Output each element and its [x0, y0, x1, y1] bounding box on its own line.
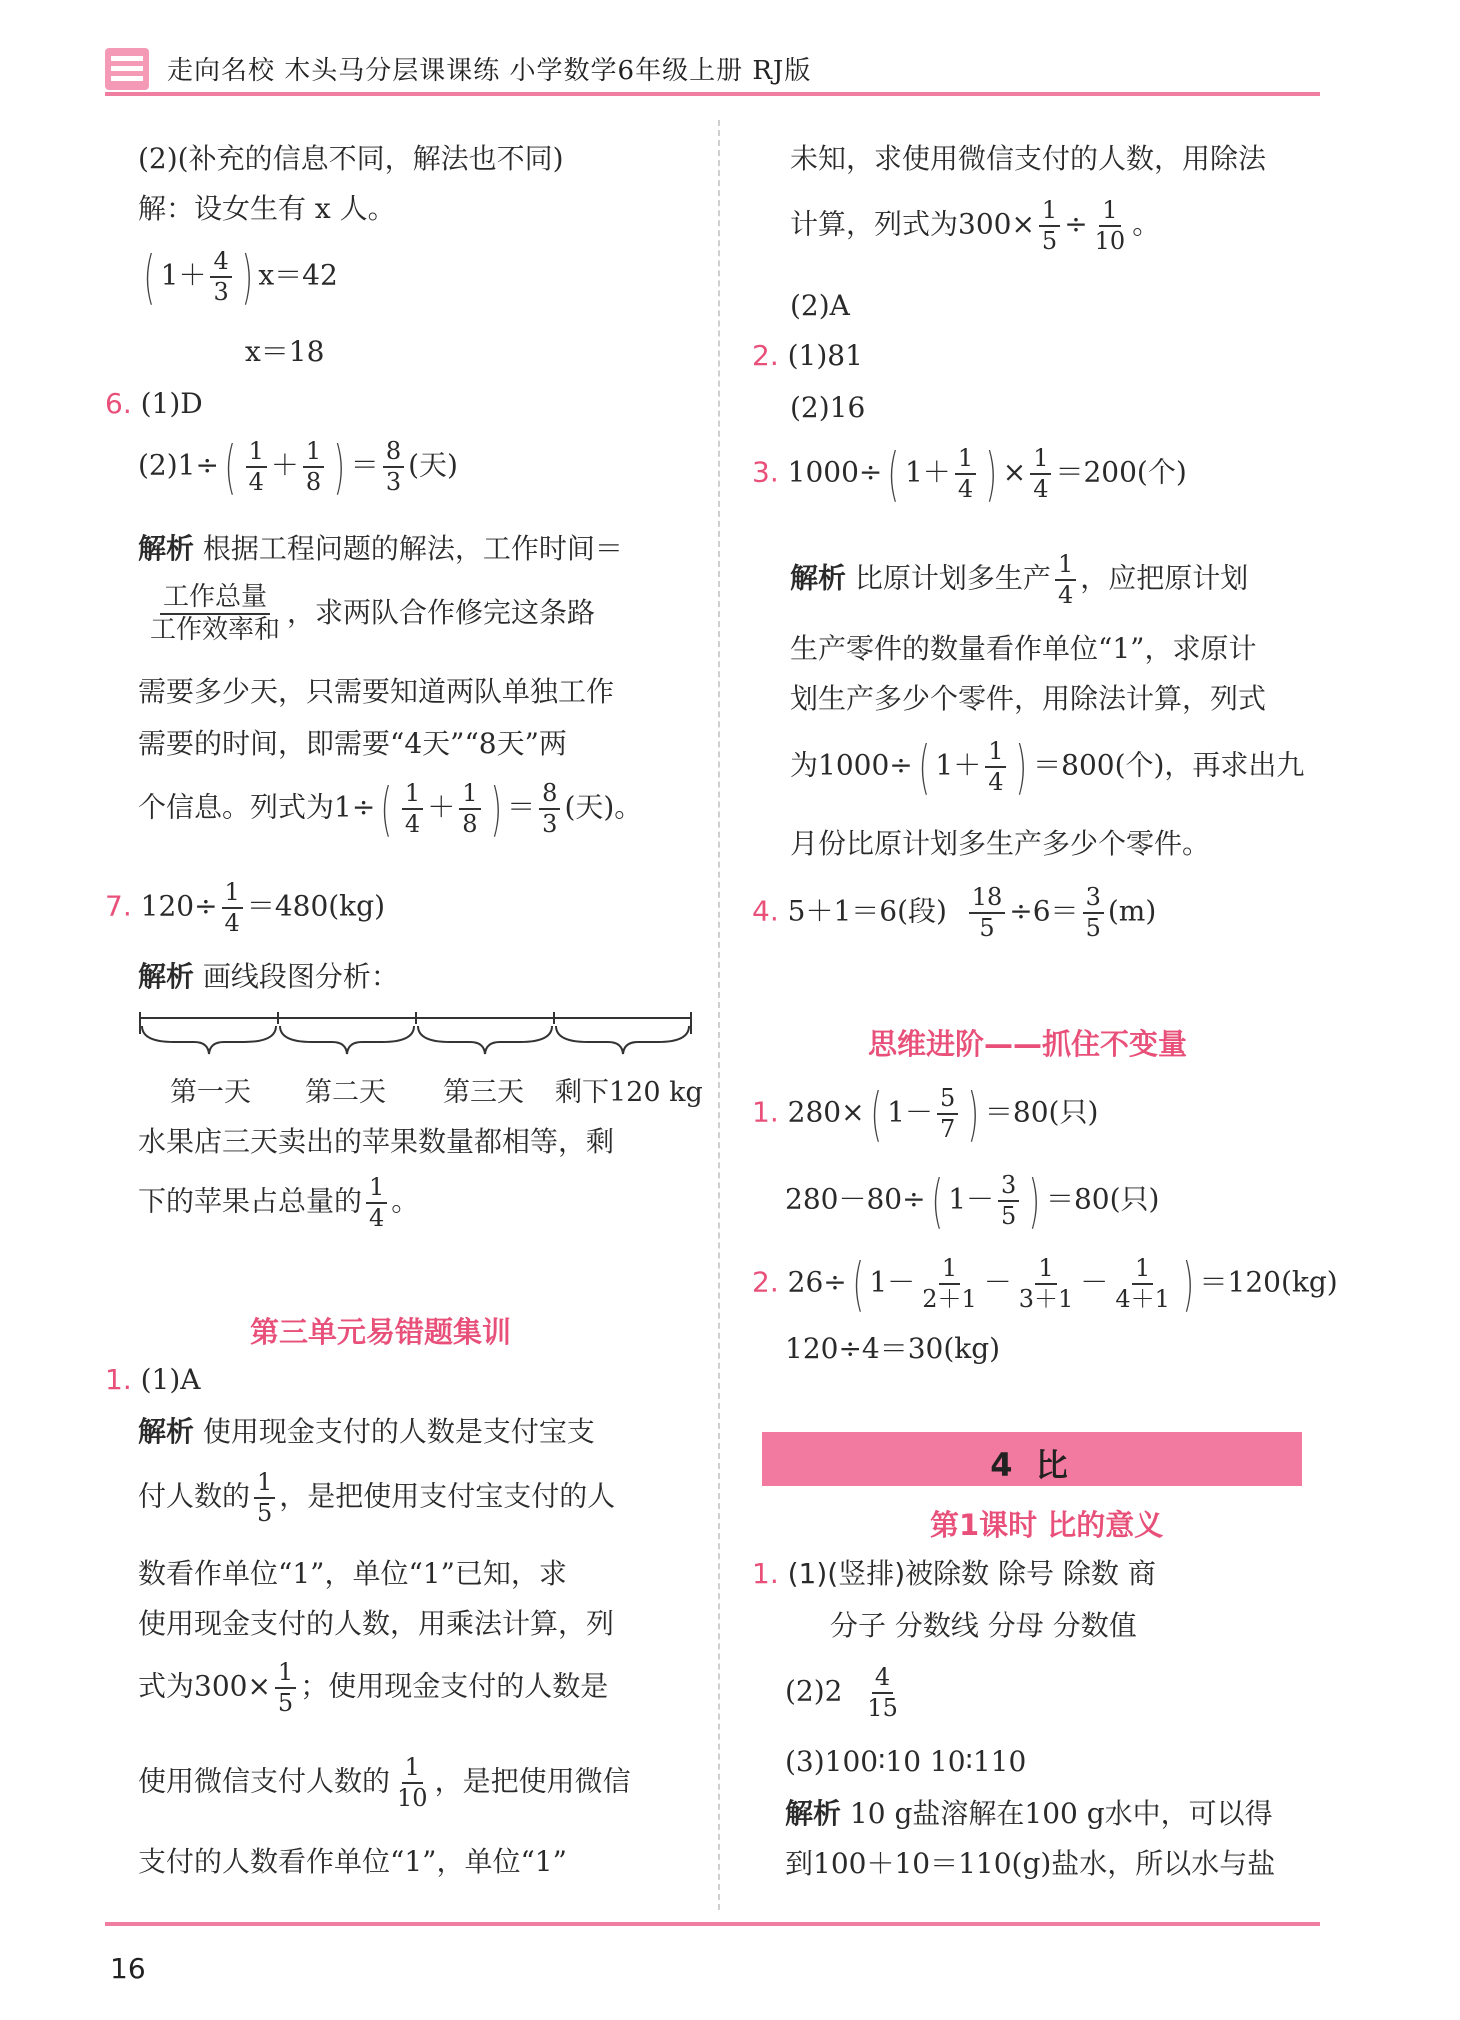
q3-line: 3. 1000÷( 1＋ $\frac{1}{4}$ ) × $\frac{1}{4}$ ＝200(个): [752, 440, 1187, 508]
s3q1-analysis-line-3: 数看作单位“1”，单位“1”已知，求: [138, 1557, 567, 1590]
column-divider: [718, 120, 720, 1910]
question-number: 1.: [752, 1557, 779, 1590]
l1-analysis-line-2: 到100＋10＝110(g)盐水，所以水与盐: [785, 1847, 1276, 1880]
q6-analysis-line-2: $\frac{\text{工作总量}}{\text{工作效率和}}$ ，求两队合作修完这条路: [150, 582, 596, 646]
chapter-title: 4 比: [990, 1446, 1074, 1484]
footer-rule: [105, 1922, 1320, 1926]
q4-line: 4. 5＋1＝6(段) $\frac{18}{5}$ ÷6＝ $\frac{3}{5}$ (m): [752, 883, 1157, 943]
l1-3-line: (3)100∶10 10∶110: [785, 1745, 1027, 1778]
question-number: 2.: [752, 339, 779, 372]
segment-label-remaining: 剩下120 kg: [555, 1077, 703, 1108]
question-number: 7.: [105, 889, 132, 923]
q5-2-note: (2)(补充的信息不同，解法也不同): [138, 142, 564, 175]
lesson-title: 第1课时 比的意义: [930, 1508, 1164, 1542]
q6-analysis-line-1: 解析 根据工程问题的解法，工作时间＝: [138, 532, 623, 565]
header-title: 走向名校 木头马分层课课练 小学数学6年级上册 RJ版: [167, 56, 812, 86]
q5-2-setup: 解：设女生有 x 人。: [138, 192, 396, 225]
q5-2-equation-2: x＝18: [245, 335, 325, 368]
l1-line-2: 分子 分数线 分母 分数值: [830, 1609, 1137, 1642]
l1-analysis-line-1: 解析 10 g盐溶解在100 g水中，可以得: [785, 1797, 1273, 1830]
q6-analysis-line-3: 需要多少天，只需要知道两队单独工作: [138, 675, 615, 708]
q7-analysis-line-2: 水果店三天卖出的苹果数量都相等，剩: [138, 1125, 615, 1158]
book-icon: [105, 48, 149, 90]
t2b-line: 120÷4＝30(kg): [785, 1332, 1001, 1365]
question-number: 1.: [752, 1095, 779, 1129]
s3q1-line: 1. (1)A: [105, 1363, 201, 1396]
l1-line-1: 1. (1)(竖排)被除数 除号 除数 商: [752, 1557, 1156, 1590]
q3-analysis-line-3: 划生产多少个零件，用除法计算，列式: [790, 682, 1267, 715]
s3q1-analysis-line-2: 付人数的 $\frac{1}{5}$ ，是把使用支付宝支付的人: [138, 1468, 616, 1528]
q2-line-1: 2. (1)81: [752, 339, 863, 372]
question-number: 2.: [752, 1265, 779, 1299]
s3q1-analysis-line-7: 支付的人数看作单位“1”，单位“1”: [138, 1845, 567, 1878]
segment-label-day1: 第一天: [170, 1077, 251, 1108]
segment-label-day3: 第三天: [443, 1077, 524, 1108]
page-number: 16: [110, 1952, 146, 1985]
question-number: 4.: [752, 894, 779, 928]
s3q1-analysis-line-5: 式为300× $\frac{1}{5}$ ；使用现金支付的人数是: [138, 1658, 609, 1718]
question-number: 3.: [752, 455, 779, 489]
q6-analysis-line-4: 需要的时间，即需要“4天”“8天”两: [138, 727, 567, 760]
q3-analysis-line-1: 解析 比原计划多生产 $\frac{1}{4}$ ，应把原计划: [790, 550, 1249, 610]
q6-line-1: 6. (1)D: [105, 387, 203, 420]
q6-analysis-line-5: 个信息。列式为1÷( $\frac{1}{4}$ ＋ $\frac{1}{8}$ ) ＝ $\frac{8}{3}$ (天)。: [138, 775, 643, 843]
section-title-unit3: 第三单元易错题集训: [250, 1315, 512, 1349]
s3q1-analysis-line-4: 使用现金支付的人数，用乘法计算，列: [138, 1607, 615, 1640]
right-line-1: 未知，求使用微信支付的人数，用除法: [790, 142, 1267, 175]
page-header: [105, 48, 1320, 93]
q3-analysis-line-5: 月份比原计划多生产多少个零件。: [790, 827, 1211, 860]
chapter-banner: [762, 1432, 1302, 1486]
line-segment-diagram: [138, 1012, 693, 1062]
question-number: 6.: [105, 387, 132, 420]
s3q1-analysis-line-6: 使用微信支付人数的 $\frac{1}{10}$ ，是把使用微信: [138, 1753, 631, 1813]
s3q1-analysis-line-1: 解析 使用现金支付的人数是支付宝支: [138, 1415, 595, 1448]
segment-label-day2: 第二天: [305, 1077, 386, 1108]
question-number: 1.: [105, 1363, 132, 1396]
right-line-2: 计算，列式为300× $\frac{1}{5}$ ÷ $\frac{1}{10}$ 。: [790, 196, 1161, 256]
q6-line-2: (2)1÷( $\frac{1}{4}$ ＋ $\frac{1}{8}$ ) ＝ $\frac{8}{3}$ (天): [138, 433, 458, 501]
q7-analysis-line-3: 下的苹果占总量的 $\frac{1}{4}$ 。: [138, 1173, 420, 1233]
q2-line-2: (2)16: [790, 391, 866, 424]
q7-line: 7. 120÷ $\frac{1}{4}$ ＝480(kg): [105, 878, 385, 938]
q3-analysis-line-4: 为1000÷( 1＋ $\frac{1}{4}$ ) ＝800(个)，再求出九: [790, 733, 1305, 801]
section-title-thinking: 思维进阶——抓住不变量: [868, 1027, 1188, 1061]
t2-line: 2. 26÷( 1－ $\frac{1}{2+1}$ － $\frac{1}{3+1}$ － $\frac{1}{4+1}$ ) ＝120(kg): [752, 1250, 1338, 1318]
q7-analysis-line-1: 解析 画线段图分析：: [138, 960, 399, 993]
q5-2-equation-1: ( 1＋ $\frac{4}{3}$ ) x＝42: [143, 243, 338, 311]
l1-2-line: (2)2 $\frac{4}{15}$: [785, 1663, 898, 1723]
q3-analysis-line-2: 生产零件的数量看作单位“1”，求原计: [790, 632, 1257, 665]
t1b-line: 280－80÷( 1－ $\frac{3}{5}$ ) ＝80(只): [785, 1167, 1160, 1235]
t1-line: 1. 280×( 1－ $\frac{5}{7}$ ) ＝80(只): [752, 1080, 1099, 1148]
right-q1-2: (2)A: [790, 289, 850, 322]
header-rule: [105, 92, 1320, 96]
